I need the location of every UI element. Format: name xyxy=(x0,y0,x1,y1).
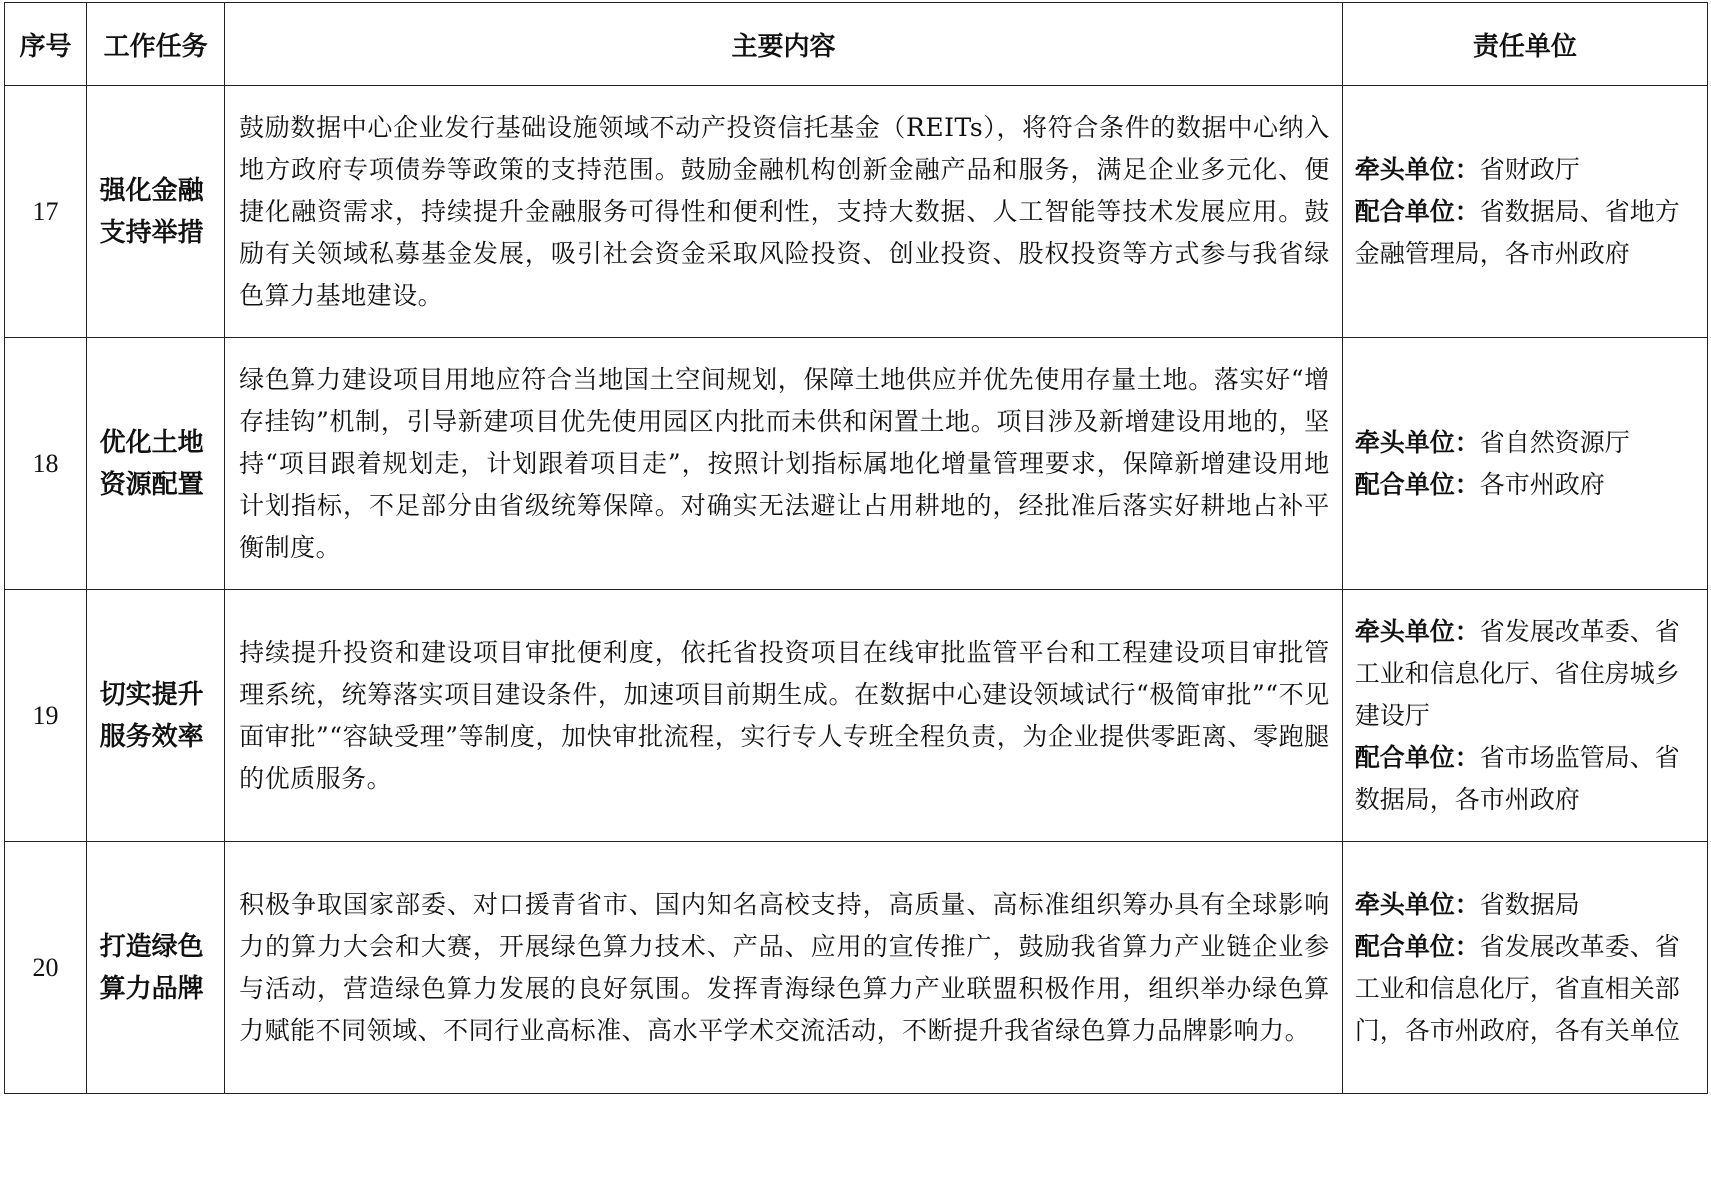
table-row xyxy=(5,590,1708,842)
header-num: 序号 xyxy=(5,3,87,86)
row-task: 优化土地资源配置 xyxy=(99,427,204,500)
row-responsible-units xyxy=(1342,338,1707,590)
row-task-cell xyxy=(87,842,225,1094)
coop-unit-label: 配合单位： xyxy=(1354,931,1480,961)
lead-unit-label: 牵头单位： xyxy=(1354,427,1480,457)
row-task-cell xyxy=(87,338,225,590)
row-content: 绿色算力建设项目用地应符合当地国土空间规划，保障土地供应并优先使用存量土地。落实好“增存挂钩”机制，引导新建项目优先使用园区内批而未供和闲置土地。项目涉及新增建设用地的，坚持“项目跟着规划走，计划跟着项目走”，按照计划指标属地化增量管理要求，保障新增建设用地计划指标，不足部分由省级统筹保障。对确实无法避让占用耕地的，经批准后落实好耕地占补平衡制度。 xyxy=(225,338,1343,590)
row-task-cell xyxy=(87,590,225,842)
coop-unit: 省数据局、省地方金融管理局，各市州政府 xyxy=(1354,196,1680,268)
header-content: 主要内容 xyxy=(225,3,1343,86)
table-row xyxy=(5,842,1708,1094)
row-number: 17 xyxy=(5,86,87,338)
row-task: 切实提升服务效率 xyxy=(99,679,204,752)
row-number: 19 xyxy=(5,590,87,842)
lead-unit-label: 牵头单位： xyxy=(1354,616,1480,646)
row-content: 鼓励数据中心企业发行基础设施领域不动产投资信托基金（REITs），将符合条件的数据中心纳入地方政府专项债券等政策的支持范围。鼓励金融机构创新金融产品和服务，满足企业多元化、便捷化融资需求，持续提升金融服务可得性和便利性，支持大数据、人工智能等技术发展应用。鼓励有关领域私募基金发展，吸引社会资金采取风险投资、创业投资、股权投资等方式参与我省绿色算力基地建设。 xyxy=(225,86,1343,338)
header-task: 工作任务 xyxy=(87,3,225,86)
row-task: 打造绿色算力品牌 xyxy=(99,931,204,1004)
row-task-cell xyxy=(87,86,225,338)
coop-unit: 省发展改革委、省工业和信息化厅，省直相关部门，各市州政府，各有关单位 xyxy=(1354,931,1680,1045)
header-unit: 责任单位 xyxy=(1342,3,1707,86)
lead-unit-line xyxy=(1355,422,1699,464)
row-number: 18 xyxy=(5,338,87,590)
table-header-row xyxy=(5,3,1708,86)
coop-unit: 各市州政府 xyxy=(1479,469,1605,499)
coop-unit-line xyxy=(1355,737,1699,821)
lead-unit-line xyxy=(1355,149,1699,191)
coop-unit-label: 配合单位： xyxy=(1354,742,1480,772)
responsibility-table xyxy=(4,2,1708,1094)
coop-unit-line xyxy=(1355,464,1699,506)
lead-unit: 省财政厅 xyxy=(1479,154,1580,184)
coop-unit-label: 配合单位： xyxy=(1354,469,1480,499)
coop-unit-line xyxy=(1355,926,1699,1052)
lead-unit-line xyxy=(1355,884,1699,926)
row-task: 强化金融支持举措 xyxy=(99,175,204,248)
row-content: 持续提升投资和建设项目审批便利度，依托省投资项目在线审批监管平台和工程建设项目审批管理系统，统筹落实项目建设条件，加速项目前期生成。在数据中心建设领域试行“极简审批”“不见面审批”“容缺受理”等制度，加快审批流程，实行专人专班全程负责，为企业提供零距离、零跑腿的优质服务。 xyxy=(225,590,1343,842)
row-responsible-units xyxy=(1342,842,1707,1094)
lead-unit-label: 牵头单位： xyxy=(1354,154,1480,184)
row-responsible-units xyxy=(1342,590,1707,842)
table-row xyxy=(5,338,1708,590)
coop-unit-line xyxy=(1355,191,1699,275)
row-number: 20 xyxy=(5,842,87,1094)
coop-unit: 省市场监管局、省数据局，各市州政府 xyxy=(1354,742,1680,814)
coop-unit-label: 配合单位： xyxy=(1354,196,1480,226)
lead-unit-label: 牵头单位： xyxy=(1354,889,1480,919)
lead-unit: 省数据局 xyxy=(1479,889,1580,919)
row-responsible-units xyxy=(1342,86,1707,338)
row-content: 积极争取国家部委、对口援青省市、国内知名高校支持，高质量、高标准组织筹办具有全球影响力的算力大会和大赛，开展绿色算力技术、产品、应用的宣传推广，鼓励我省算力产业链企业参与活动，营造绿色算力发展的良好氛围。发挥青海绿色算力产业联盟积极作用，组织举办绿色算力赋能不同领域、不同行业高标准、高水平学术交流活动，不断提升我省绿色算力品牌影响力。 xyxy=(225,842,1343,1094)
lead-unit: 省发展改革委、省工业和信息化厅、省住房城乡建设厅 xyxy=(1354,616,1680,730)
table-row xyxy=(5,86,1708,338)
lead-unit-line xyxy=(1355,611,1699,737)
lead-unit: 省自然资源厅 xyxy=(1479,427,1630,457)
